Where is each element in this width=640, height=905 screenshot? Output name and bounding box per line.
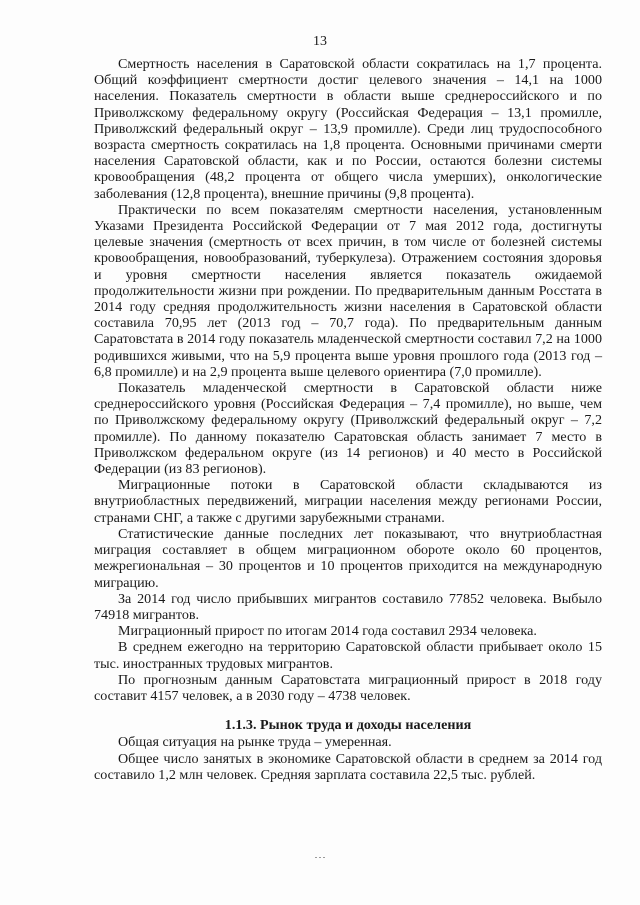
paragraph-infant-mortality: Показатель младенческой смертности в Саратовской области ниже среднероссийского уровня (Российская Федерация – 7,4 промилле), но выше, чем по Приволжскому федеральному округу (Приволжский федеральный округ – 7,2 промилле). По данному показателю Саратовская область занимает 7 место в Приволжском федеральном округе (из 14 регионов) и 40 место в Российской Федерации (из 83 регионов). <box>94 380 602 478</box>
paragraph-foreign-workers: В среднем ежегодно на территорию Саратовской области прибывает около 15 тыс. иностранных трудовых мигрантов. <box>94 639 602 672</box>
page-number: 13 <box>313 34 327 49</box>
scan-mark <box>314 856 328 859</box>
paragraph-migration-growth: Миграционный прирост по итогам 2014 года составил 2934 человека. <box>118 623 537 640</box>
paragraph-mortality: Смертность населения в Саратовской области сократилась на 1,7 процента. Общий коэффициент смертности достиг целевого значения – 14,1 на 1000 населения. Показатель смертности в области выше среднероссийского и по Приволжскому федеральному округу (Российская Федерация – 13,1 промилле, Приволжский федеральный округ – 13,9 промилле). Среди лиц трудоспособного возраста смертность сократилась на 1,8 процента. Основными причинами смерти населения Саратовской области, как и по России, остаются болезни системы кровообращения (48,2 процента от общего числа умерших), онкологические заболевания (12,8 процента), внешние причины (9,8 процента). <box>94 56 602 202</box>
paragraph-migration-statistics: Статистические данные последних лет показывают, что внутриобластная миграция составляет в общем миграционном обороте около 60 процентов, межрегиональная – 30 процентов и 10 процентов приходится на международную миграцию. <box>94 525 602 591</box>
paragraph-arrived-migrants: За 2014 год число прибывших мигрантов составило 77852 человека. Выбыло 74918 мигрантов. <box>94 590 602 623</box>
section-heading: 1.1.3. Рынок труда и доходы населения <box>224 717 472 734</box>
paragraph-employment: Общее число занятых в экономике Саратовской области в среднем за 2014 год составило 1,2 млн человек. Средняя зарплата составила 22,5 тыс. рублей. <box>94 750 602 783</box>
document-body <box>94 56 602 783</box>
paragraph-labor-market: Общая ситуация на рынке труда – умеренная. <box>118 734 392 751</box>
paragraph-migration-flows: Миграционные потоки в Саратовской области складываются из внутриобластных передвижений, миграции населения между регионами России, странами СНГ, а также с другими зарубежными странами. <box>94 477 602 526</box>
paragraph-migration-forecast: По прогнозным данным Саратовстата миграционный прирост в 2018 году составит 4157 человек, а в 2030 году – 4738 человек. <box>94 671 602 704</box>
paragraph-mortality-indicators: Практически по всем показателям смертности населения, установленным Указами Президента Российской Федерации от 7 мая 2012 года, достигнуты целевые значения (смертность от всех причин, в том числе от болезней системы кровообращения, новообразований, туберкулеза). Отражением состояния здоровья и уровня смертности населения является показатель ожидаемой продолжительности жизни при рождении. По предварительным данным Росстата в 2014 году средняя продолжительность жизни населения в Саратовской области составила 70,95 лет (2013 год – 70,7 года). По предварительным данным Саратовстата в 2014 году показатель младенческой смертности составил 7,2 на 1000 родившихся живыми, что на 5,9 процента выше уровня прошлого года (2013 год – 6,8 промилле) и на 2,9 процента выше целевого ориентира (7,0 промилле). <box>94 201 602 380</box>
